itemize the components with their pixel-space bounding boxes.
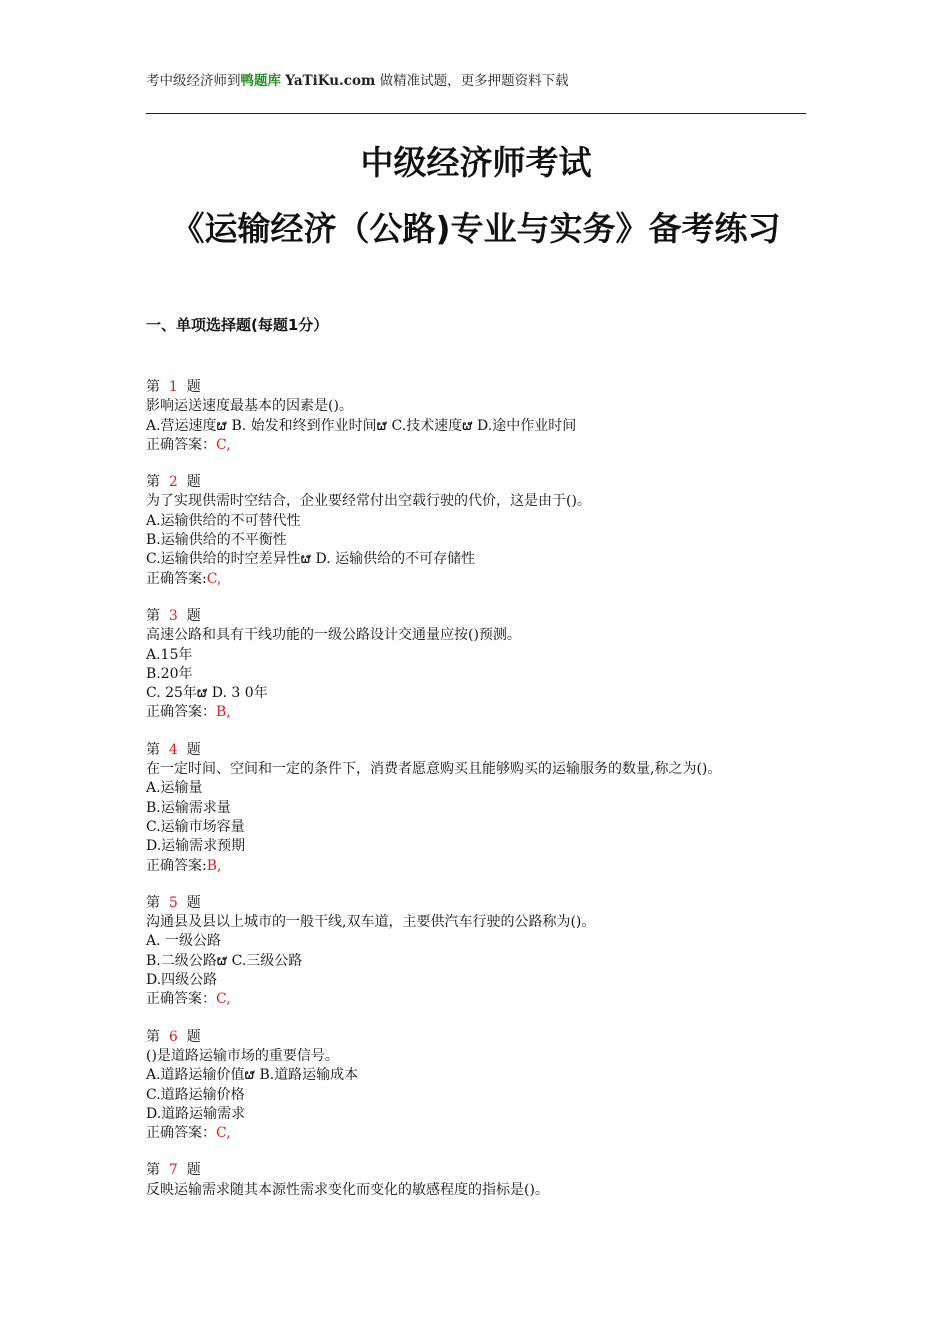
question-num: 1 (168, 379, 178, 395)
answer-value: B, (206, 857, 222, 874)
answer-line (146, 857, 806, 876)
question-option: B.运输供给的不平衡性 (146, 532, 287, 549)
answer-label: 正确答案: (146, 857, 207, 874)
answer-value: C, (206, 570, 222, 587)
question-num: 7 (168, 1162, 178, 1179)
question-label-post: 题 (186, 894, 201, 911)
question-option: A.运输量 (146, 780, 203, 797)
question-label-post: 题 (186, 741, 201, 758)
question-label-pre: 第 (146, 1162, 160, 1179)
question-option: A.营运速度ຜ B. 始发和终到作业时间ຜ C.技术速度ຜ D.途中作业时间 (146, 417, 577, 434)
question-stem: 高速公路和具有干线功能的一级公路设计交通量应按()预测。 (146, 627, 521, 644)
answer-line (146, 990, 806, 1009)
question-option: D.运输需求预期 (146, 838, 246, 855)
question-item (146, 607, 806, 723)
answer-label: 正确答案： (146, 704, 216, 721)
question-stem: 在一定时间、空间和一定的条件下，消费者愿意购买且能够购买的运输服务的数量,称之为()。 (146, 761, 722, 778)
answer-label: 正确答案： (146, 991, 216, 1008)
question-label-post: 题 (186, 474, 201, 491)
question-option: D.四级公路 (146, 972, 218, 989)
question-option: D.道路运输需求 (146, 1105, 246, 1122)
question-item (146, 894, 806, 1010)
question-label-pre: 第 (146, 379, 160, 395)
question-label-pre: 第 (146, 741, 160, 758)
question-number (146, 894, 806, 913)
question-num: 2 (168, 474, 178, 491)
question-label-post: 题 (186, 1028, 201, 1045)
question-label-post: 题 (186, 1162, 201, 1179)
page-header (146, 71, 806, 91)
question-number (146, 741, 806, 760)
question-label-pre: 第 (146, 474, 160, 491)
question-item (146, 741, 806, 876)
question-option: A.道路运输价值ຜ B.道路运输成本 (146, 1067, 359, 1084)
question-option: C.道路运输价格 (146, 1086, 245, 1103)
question-number (146, 1161, 806, 1180)
answer-line (146, 1124, 806, 1143)
answer-value: C, (216, 991, 231, 1008)
question-list (146, 378, 806, 1218)
question-number (146, 378, 806, 397)
answer-label: 正确答案： (146, 1125, 216, 1142)
question-label-pre: 第 (146, 607, 160, 624)
question-num: 3 (168, 607, 178, 624)
answer-line (146, 436, 806, 455)
answer-line (146, 703, 806, 722)
question-stem: 影响运送速度最基本的因素是()。 (146, 398, 353, 415)
header-brand: 鸭题库 (240, 73, 281, 89)
question-option: C.运输供给的时空差异性ຜ D. 运输供给的不可存储性 (146, 551, 476, 568)
question-label-post: 题 (186, 379, 201, 395)
answer-value: B, (216, 704, 231, 721)
question-stem: ()是道路运输市场的重要信号。 (146, 1047, 339, 1064)
question-number (146, 607, 806, 626)
question-label-pre: 第 (146, 894, 160, 911)
document-subtitle: 《运输经济（公路)专业与实务》备考练习 (171, 209, 781, 248)
question-num: 6 (168, 1028, 178, 1045)
section-heading: 一、单项选择题(每题1分） (146, 316, 329, 334)
question-stem: 为了实现供需时空结合，企业要经常付出空载行驶的代价，这是由于()。 (146, 493, 591, 510)
question-option: A. 一级公路 (146, 933, 222, 950)
question-label-pre: 第 (146, 1028, 160, 1045)
answer-value: C, (216, 1125, 231, 1142)
question-item (146, 1161, 806, 1200)
question-option: A.15年 (146, 646, 193, 663)
question-item (146, 1028, 806, 1144)
question-number (146, 1028, 806, 1047)
answer-label: 正确答案： (146, 436, 216, 453)
answer-value: C, (216, 436, 231, 453)
question-option: A.运输供给的不可替代性 (146, 512, 301, 529)
question-option: B.运输需求量 (146, 799, 231, 816)
question-option: B.二级公路ຜ C.三级公路 (146, 952, 303, 969)
question-item (146, 473, 806, 589)
question-number (146, 473, 806, 492)
question-label-post: 题 (186, 607, 201, 624)
question-stem: 沟通县及县以上城市的一般干线,双车道，主要供汽车行驶的公路称为()。 (146, 914, 596, 931)
answer-line (146, 570, 806, 589)
question-num: 5 (168, 894, 178, 911)
header-suffix: 做精准试题，更多押题资料下载 (375, 73, 569, 89)
answer-label: 正确答案: (146, 570, 207, 587)
header-domain: YaTiKu.com (285, 73, 376, 89)
question-option: C. 25年ຜ D. 3 0年 (146, 685, 268, 702)
header-prefix: 考中级经济师到 (146, 73, 241, 89)
document-title: 中级经济师考试 (360, 143, 592, 182)
header-divider (146, 113, 806, 114)
question-num: 4 (168, 741, 178, 758)
question-option: C.运输市场容量 (146, 818, 245, 835)
question-item (146, 378, 806, 455)
question-option: B.20年 (146, 665, 193, 682)
question-stem: 反映运输需求随其本源性需求变化而变化的敏感程度的指标是()。 (146, 1181, 549, 1198)
